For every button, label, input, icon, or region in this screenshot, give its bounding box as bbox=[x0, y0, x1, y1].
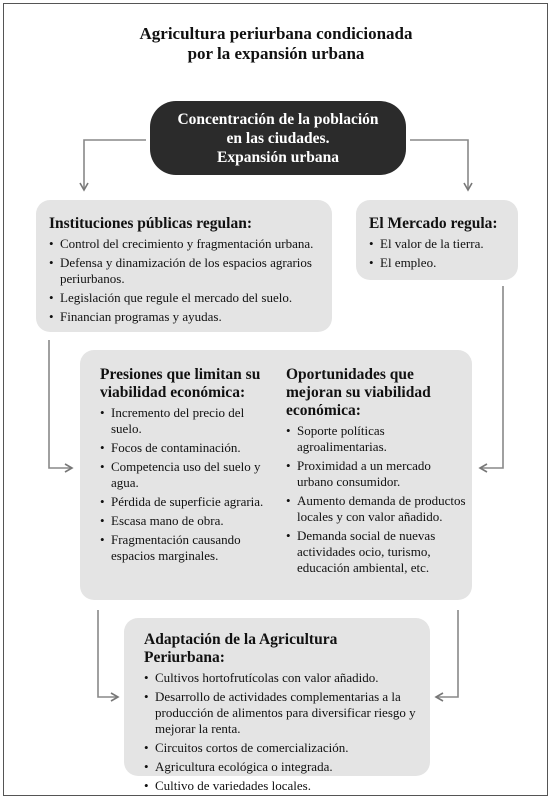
adaptacion-header: Adaptación de la Agricultura Periurbana: bbox=[144, 631, 338, 666]
title-line-2: por la expansión urbana bbox=[187, 44, 365, 63]
center-line-1: Concentración de la población bbox=[177, 111, 379, 128]
title-line-1: Agricultura periurbana condicionada bbox=[139, 24, 413, 43]
arrow-presiones-to-adaptacion bbox=[98, 610, 118, 697]
arrow-center-to-instituciones bbox=[84, 140, 146, 190]
oportunidades-header-line-2: mejoran su viabilidad bbox=[286, 384, 431, 401]
presiones-header-line-2: viabilidad económica: bbox=[100, 384, 246, 401]
instituciones-header: Instituciones públicas regulan: bbox=[49, 215, 252, 232]
center-node-urban-expansion bbox=[150, 101, 406, 175]
center-line-3: Expansión urbana bbox=[217, 149, 339, 166]
oportunidades-column bbox=[286, 366, 466, 576]
arrow-instituciones-to-presiones bbox=[49, 340, 72, 468]
arrow-oportunidades-to-adaptacion bbox=[436, 610, 458, 697]
mercado-box bbox=[356, 200, 518, 280]
oportunidades-header-line-1: Oportunidades que bbox=[286, 366, 414, 383]
mercado-header: El Mercado regula: bbox=[369, 215, 498, 232]
arrow-center-to-mercado bbox=[410, 140, 468, 190]
list-item: • Escasa mano de obra. bbox=[100, 513, 278, 529]
list-item: • Pérdida de superficie agraria. bbox=[100, 494, 278, 510]
presiones-list bbox=[100, 405, 278, 564]
adaptacion-box bbox=[124, 618, 430, 793]
list-item: • Fragmentación causando espacios marginales. bbox=[100, 532, 278, 564]
viabilidad-box bbox=[80, 350, 472, 600]
mercado-list bbox=[369, 236, 512, 271]
list-item: • Defensa y dinamización de los espacios agrarios periurbanos. bbox=[49, 255, 324, 287]
list-item: • Soporte políticas agroalimentarias. bbox=[286, 423, 466, 455]
list-item: • Competencia uso del suelo y agua. bbox=[100, 459, 278, 491]
list-item: • Agricultura ecológica o integrada. bbox=[144, 759, 422, 775]
list-item: • Circuitos cortos de comercialización. bbox=[144, 740, 422, 756]
list-item: • Cultivo de variedades locales. bbox=[144, 778, 422, 794]
list-item: • El empleo. bbox=[369, 255, 512, 271]
instituciones-list bbox=[49, 236, 324, 325]
list-item: • Financian programas y ayudas. bbox=[49, 309, 324, 325]
presiones-header-line-1: Presiones que limitan su bbox=[100, 366, 261, 383]
presiones-column bbox=[100, 366, 278, 564]
center-line-2: en las ciudades. bbox=[226, 130, 330, 147]
adaptacion-list bbox=[144, 670, 422, 794]
list-item: • Focos de contaminación. bbox=[100, 440, 278, 456]
list-item: • Cultivos hortofrutícolas con valor añadido. bbox=[144, 670, 422, 686]
list-item: • Incremento del precio del suelo. bbox=[100, 405, 278, 437]
oportunidades-list bbox=[286, 423, 466, 576]
list-item: • El valor de la tierra. bbox=[369, 236, 512, 252]
oportunidades-header-line-3: económica: bbox=[286, 402, 361, 419]
list-item: • Proximidad a un mercado urbano consumidor. bbox=[286, 458, 466, 490]
arrow-mercado-to-oportunidades bbox=[480, 286, 503, 468]
list-item: • Demanda social de nuevas actividades ocio, turismo, educación ambiental, etc. bbox=[286, 528, 466, 576]
instituciones-box bbox=[36, 200, 332, 332]
list-item: • Desarrollo de actividades complementarias a la producción de alimentos para diversificar riesgo y mejorar la renta. bbox=[144, 689, 422, 737]
list-item: • Legislación que regule el mercado del suelo. bbox=[49, 290, 324, 306]
list-item: • Control del crecimiento y fragmentación urbana. bbox=[49, 236, 324, 252]
list-item: • Aumento demanda de productos locales y con valor añadido. bbox=[286, 493, 466, 525]
